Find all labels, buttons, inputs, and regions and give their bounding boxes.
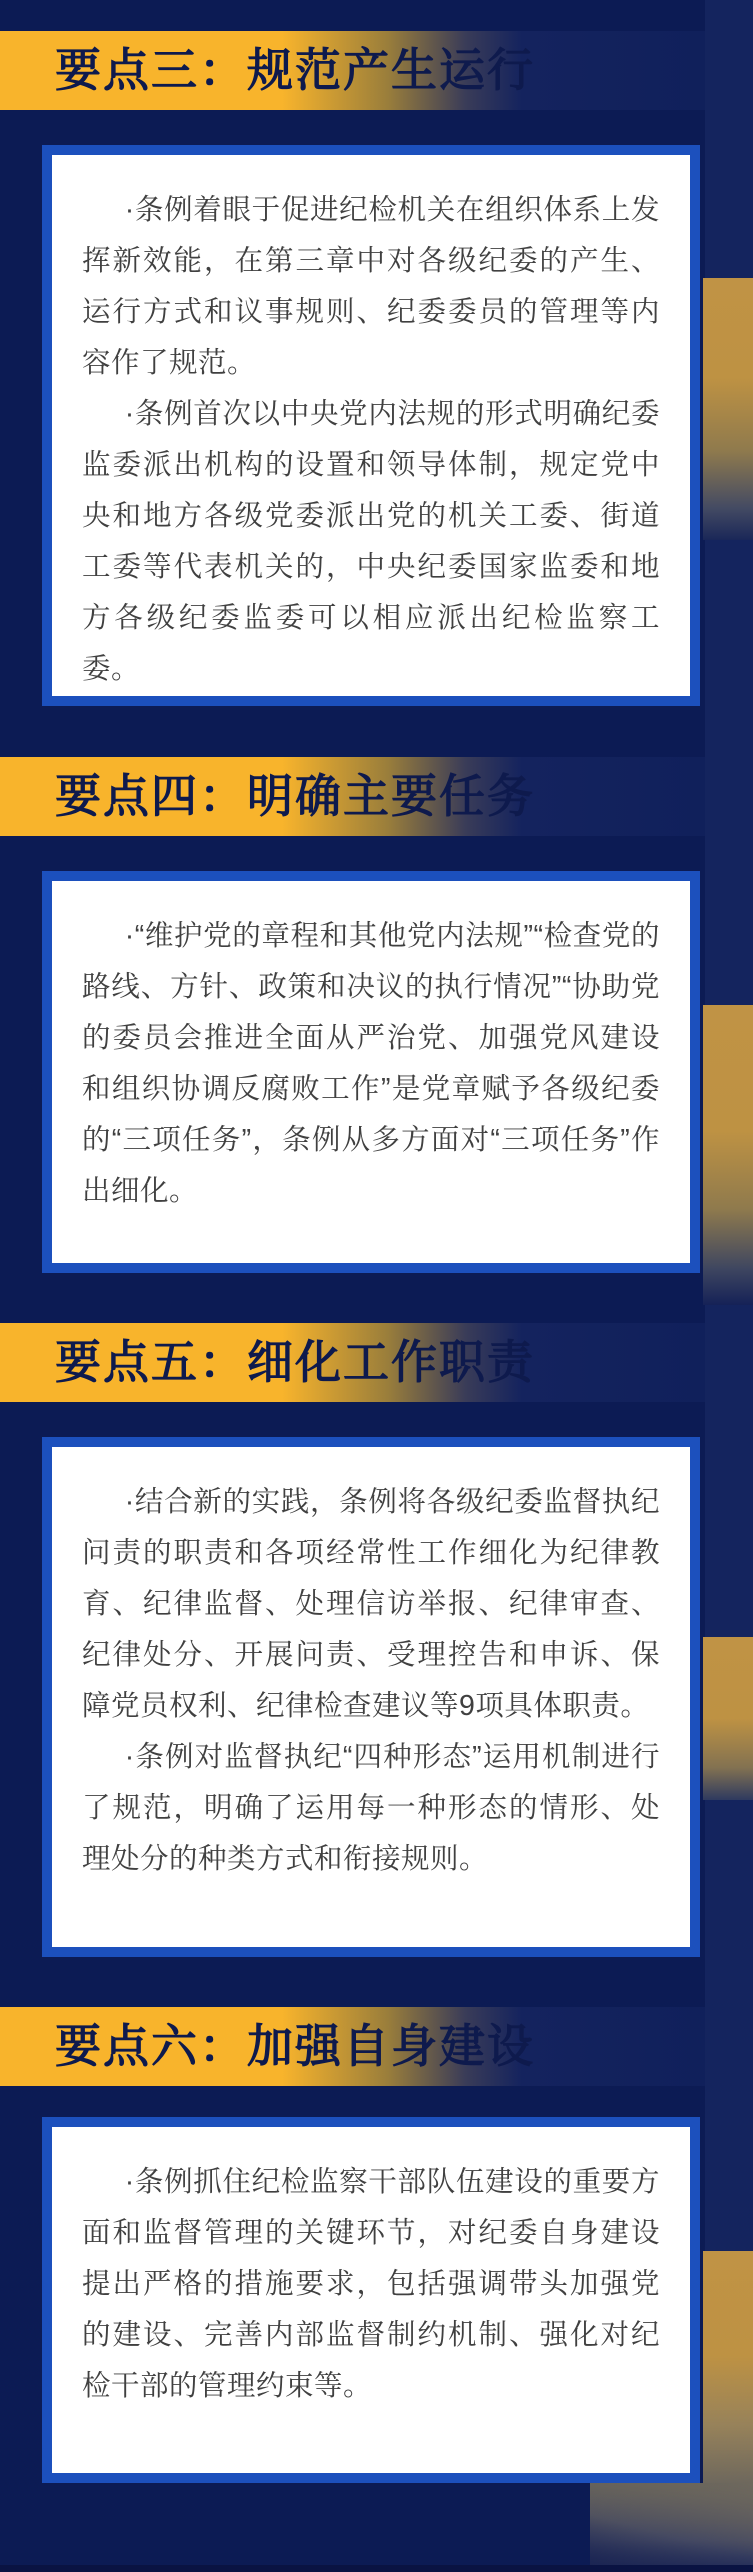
paragraph: ·条例首次以中央党内法规的形式明确纪委监委派出机构的设置和领导体制，规定党中央和地方各级党委派出党的机关工委、街道工委等代表机关的，中央纪委国家监委和地方各级纪委监委可以相应派出纪检监察工委。: [82, 398, 660, 685]
gray-accent-block: [590, 2483, 753, 2565]
paragraph: ·条例抓住纪检监察干部队伍建设的重要方面和监督管理的关键环节，对纪委自身建设提出严格的措施要求，包括强调带头加强党的建设、完善内部监督制约机制、强化对纪检干部的管理约束等。: [82, 2166, 660, 2402]
section-banner-point6: [0, 2007, 705, 2086]
gold-accent-block: [703, 278, 753, 540]
section-heading-point3: 要点三：规范产生运行: [55, 44, 535, 96]
section-heading-point4: 要点四：明确主要任务: [55, 770, 535, 822]
paragraph: ·结合新的实践，条例将各级纪委监督执纪问责的职责和各项经常性工作细化为纪律教育、纪律监督、处理信访举报、纪律审查、纪律处分、开展问责、受理控告和申诉、保障党员权利、纪律检查建议等9项具体职责。: [82, 1486, 660, 1722]
section-heading-point5: 要点五：细化工作职责: [55, 1336, 535, 1388]
paragraph: ·“维护党的章程和其他党内法规”“检查党的路线、方针、政策和决议的执行情况”“协助党的委员会推进全面从严治党、加强党风建设和组织协调反腐败工作”是党章赋予各级纪委的“三项任务”，条例从多方面对“三项任务”作出细化。: [82, 920, 660, 1207]
section-card-point5: [42, 1437, 700, 1957]
gold-accent-block: [703, 1005, 753, 1305]
section-card-point4: [42, 871, 700, 1273]
section-banner-point3: [0, 31, 705, 110]
section-banner-point4: [0, 757, 705, 836]
bottom-edge-strip: [0, 2565, 753, 2572]
paragraph: ·条例着眼于促进纪检机关在组织体系上发挥新效能，在第三章中对各级纪委的产生、运行方式和议事规则、纪委委员的管理等内容作了规范。: [82, 194, 660, 379]
section-card-point6: [42, 2117, 700, 2483]
section-banner-point5: [0, 1323, 705, 1402]
gold-accent-block: [703, 1637, 753, 1800]
section-heading-point6: 要点六：加强自身建设: [55, 2020, 535, 2072]
section-card-point3: [42, 145, 700, 706]
gold-accent-block: [703, 2251, 753, 2483]
paragraph: ·条例对监督执纪“四种形态”运用机制进行了规范，明确了运用每一种形态的情形、处理处分的种类方式和衔接规则。: [82, 1741, 660, 1875]
